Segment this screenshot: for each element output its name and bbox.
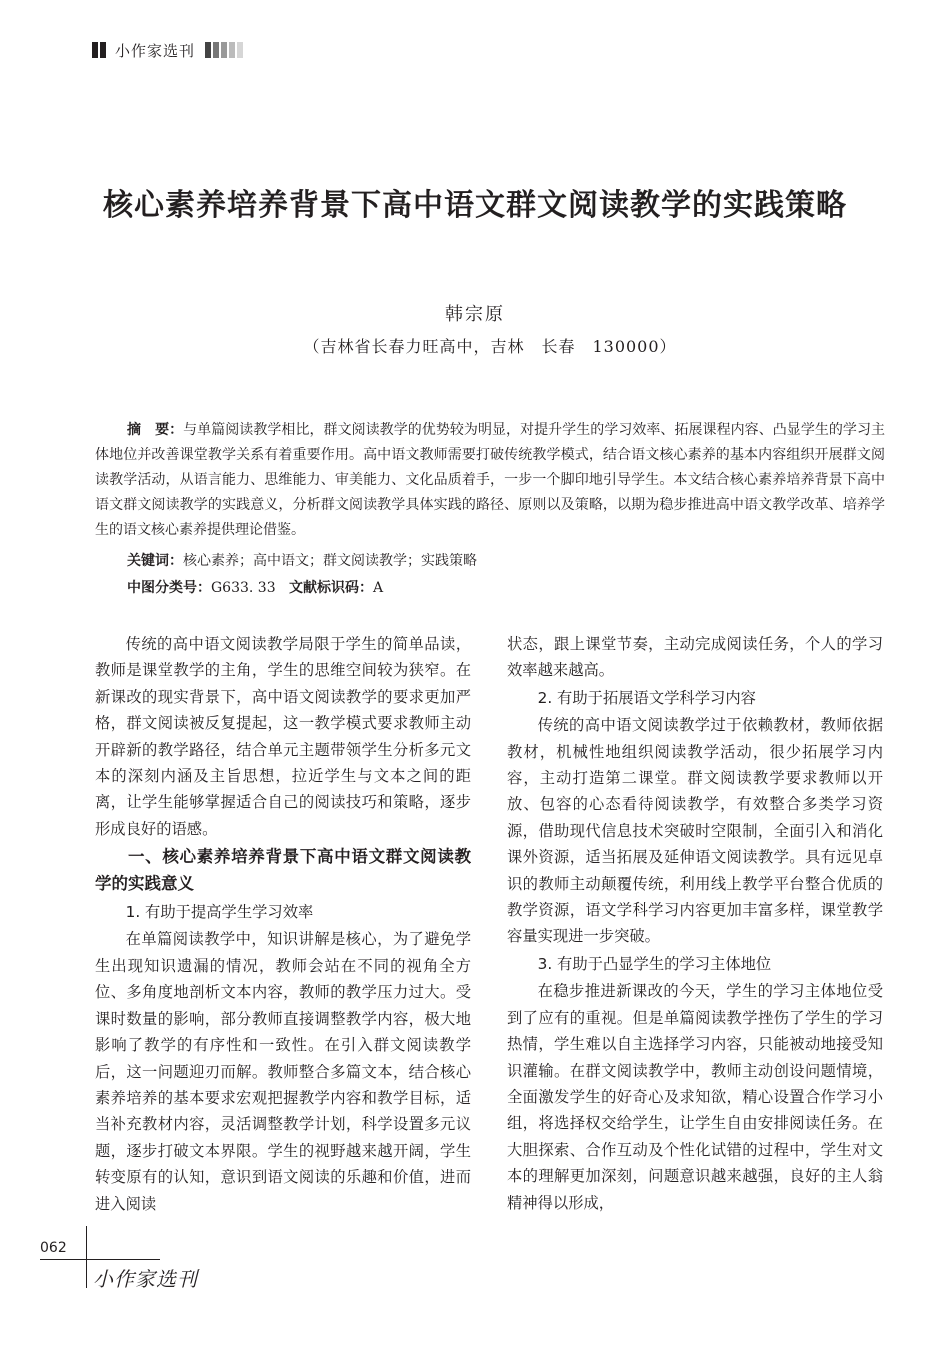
clc-label: 中图分类号： <box>127 580 211 596</box>
footer-divider <box>86 1226 87 1288</box>
classification <box>127 576 383 601</box>
doc-code-label: 文献标识码： <box>288 580 373 596</box>
keywords-text: 核心素养；高中语文；群文阅读教学；实践策略 <box>183 553 477 569</box>
header-fade-mark <box>205 42 211 58</box>
page-number: 062 <box>40 1240 67 1256</box>
journal-name: 小作家选刊 <box>115 41 196 60</box>
header-bar-mark <box>92 42 98 58</box>
keywords-label: 关键词： <box>127 553 183 569</box>
author-name: 韩宗原 <box>445 304 505 325</box>
header-fade-mark <box>213 42 219 58</box>
subsection-heading: 3. 有助于凸显学生的学习主体地位 <box>537 954 772 973</box>
running-header <box>92 40 245 60</box>
author-affiliation: （吉林省长春力旺高中，吉林 长春 130000） <box>303 337 677 356</box>
body-paragraph: 状态，跟上课堂节奏，主动完成阅读任务，个人的学习效率越来越高。 <box>507 635 883 680</box>
keywords <box>127 549 477 574</box>
body-paragraph: 传统的高中语文阅读教学局限于学生的简单品读，教师是课堂教学的主角，学生的思维空间较为狭窄。在新课改的现实背景下，高中语文阅读教学的要求更加严格，群文阅读被反复提起，这一教学模式要求教师主动开辟新的教学路径，结合单元主题带领学生分析多元文本的深刻内涵及主旨思想，拉近学生与文本之间的距离，让学生能够掌握适合自己的阅读技巧和策略，逐步形成良好的语感。 <box>95 635 471 838</box>
header-fade-mark <box>237 42 243 58</box>
abstract <box>95 418 885 543</box>
body-paragraph: 传统的高中语文阅读教学过于依赖教材，教师依据教材，机械性地组织阅读教学活动，很少拓展学习内容，主动打造第二课堂。群文阅读教学要求教师以开放、包容的心态看待阅读教学，有效整合多类学习资源，借助现代信息技术突破时空限制，全面引入和消化课外资源，适当拓展及延伸语文阅读教学。具有远见卓识的教师主动颠覆传统，利用线上教学平台整合优质的教学资源，语文学科学习内容更加丰富多样，课堂教学容量实现进一步突破。 <box>507 716 883 946</box>
footer-rule <box>40 1259 160 1260</box>
body-column-right <box>507 631 883 1216</box>
header-fade-mark <box>229 42 235 58</box>
header-bar-mark <box>100 42 106 58</box>
body-paragraph: 在单篇阅读教学中，知识讲解是核心，为了避免学生出现知识遗漏的情况，教师会站在不同的视角全方位、多角度地剖析文本内容，教师的教学压力过大。受课时数量的影响，部分教师直接调整教学内容，极大地影响了教学的有序性和一致性。在引入群文阅读教学后，这一问题迎刃而解。教师整合多篇文本，结合核心素养培养的基本要求宏观把握教学内容和教学目标，适当补充教材内容，灵活调整教学计划，科学设置多元议题，逐步打破文本界限。学生的视野越来越开阔，学生转变原有的认知，意识到语文阅读的乐趣和价值，进而进入阅读 <box>95 930 471 1213</box>
subsection-heading: 1. 有助于提高学生学习效率 <box>125 903 314 922</box>
journal-logo: 小作家选刊 <box>93 1267 198 1291</box>
doc-code-value: A <box>372 580 384 596</box>
body-column-left <box>95 631 471 1217</box>
body-paragraph: 在稳步推进新课改的今天，学生的学习主体地位受到了应有的重视。但是单篇阅读教学挫伤了学生的学习热情，学生难以自主选择学习内容，只能被动地接受知识灌输。在群文阅读教学中，教师主动创设问题情境，全面激发学生的好奇心及求知欲，精心设置合作学习小组，将选择权交给学生，让学生自由安排阅读任务。在大胆探索、合作互动及个性化试错的过程中，学生对文本的理解更加深刻，问题意识越来越强，良好的主人翁精神得以形成， <box>507 982 883 1212</box>
abstract-text: 与单篇阅读教学相比，群文阅读教学的优势较为明显，对提升学生的学习效率、拓展课程内容、凸显学生的学习主体地位并改善课堂教学关系有着重要作用。高中语文教师需要打破传统教学模式，结合语文核心素养的基本内容组织开展群文阅读教学活动，从语言能力、思维能力、审美能力、文化品质着手，一步一个脚印地引导学生。本文结合核心素养培养背景下高中语文群文阅读教学的实践意义，分析群文阅读教学具体实践的路径、原则以及策略，以期为稳步推进高中语文教学改革、培养学生的语文核心素养提供理论借鉴。 <box>95 422 886 538</box>
abstract-label: 摘 要： <box>127 422 184 438</box>
clc-value: G633. 33 <box>211 580 276 596</box>
section-heading: 一、核心素养培养背景下高中语文群文阅读教学的实践意义 <box>95 847 471 893</box>
subsection-heading: 2. 有助于拓展语文学科学习内容 <box>537 688 756 707</box>
header-fade-mark <box>221 42 227 58</box>
article-title: 核心素养培养背景下高中语文群文阅读教学的实践策略 <box>103 188 847 223</box>
